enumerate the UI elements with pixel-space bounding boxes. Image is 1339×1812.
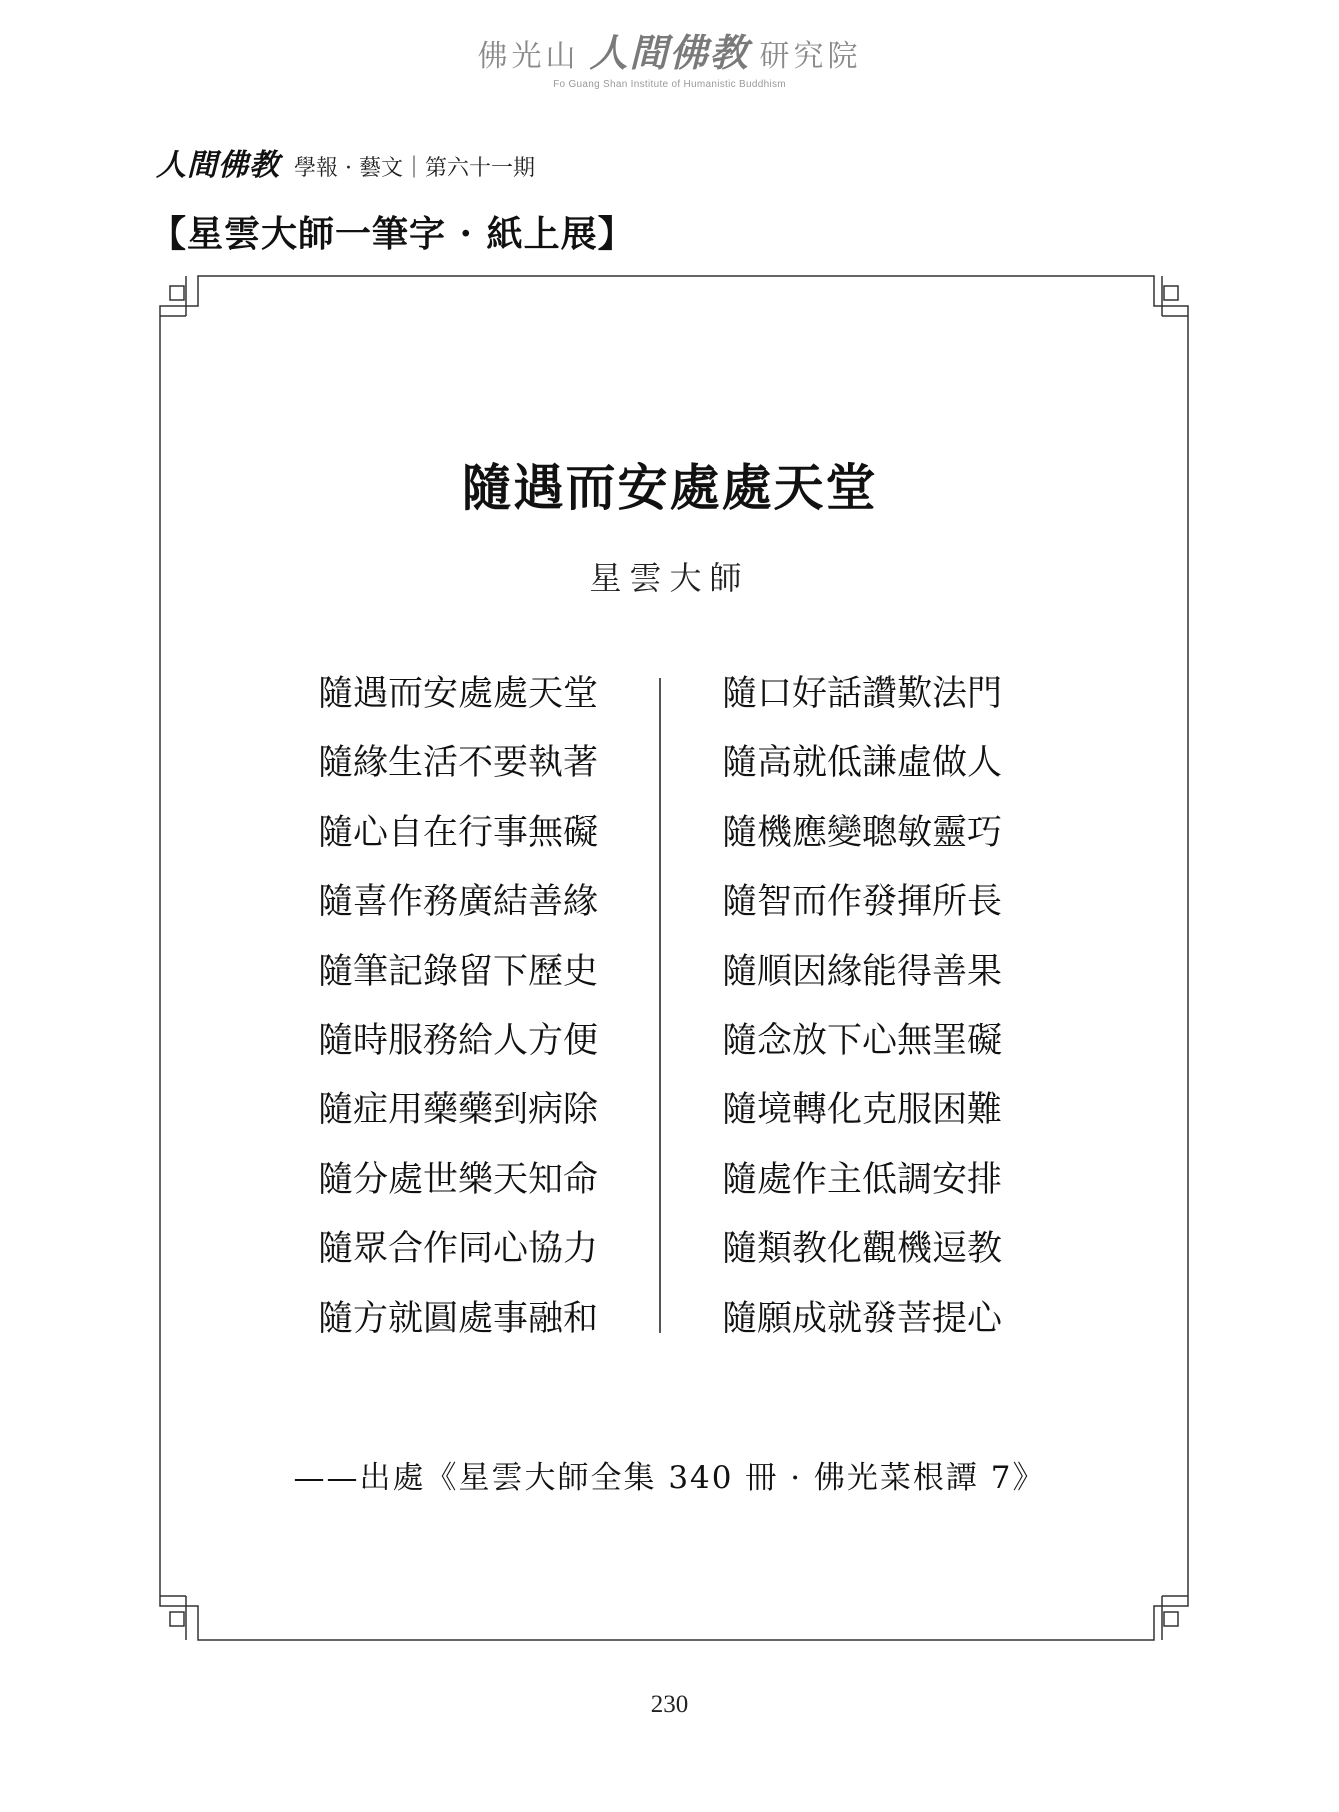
poem-line: 隨遇而安處處天堂 <box>318 674 599 714</box>
journal-details: 學報 · 藝文｜第六十一期 <box>294 156 535 181</box>
poem-line: 隨口好話讚歎法門 <box>722 674 1003 714</box>
poem-line: 隨高就低謙虛做人 <box>722 743 1003 784</box>
poem-right-column <box>722 668 1022 1362</box>
poem-line: 隨智而作發揮所長 <box>722 882 1003 923</box>
journal-brand-logo: 人間佛教 <box>156 148 280 183</box>
source-citation: ——出處《星雲大師全集 340 冊 · 佛光菜根譚 7》 <box>293 1460 1046 1496</box>
poem-line: 隨心自在行事無礙 <box>318 812 599 853</box>
poem-line: 隨順因緣能得善果 <box>722 951 1003 992</box>
poem-line: 隨筆記錄留下歷史 <box>318 951 599 992</box>
column-divider <box>659 678 661 1333</box>
institute-title <box>477 22 861 77</box>
journal-line <box>156 140 535 184</box>
poem-line: 隨願成就發菩提心 <box>722 1298 1003 1339</box>
institute-prefix: 佛光山 <box>477 39 580 74</box>
poem-line: 隨機應變聰敏靈巧 <box>722 812 1003 853</box>
institute-suffix: 研究院 <box>759 39 862 74</box>
poem-line: 隨境轉化克服困難 <box>722 1090 1003 1131</box>
institute-brand-logo: 人間佛教 <box>589 30 750 75</box>
institute-header <box>0 22 1339 90</box>
poem-left-column <box>318 668 618 1362</box>
poem-author: 星雲大師 <box>589 559 750 597</box>
poem-line: 隨喜作務廣結善緣 <box>318 882 599 923</box>
section-title: 【星雲大師一筆字 · 紙上展】 <box>150 213 635 255</box>
poem-line: 隨分處世樂天知命 <box>318 1159 599 1200</box>
poem-line: 隨處作主低調安排 <box>722 1159 1003 1200</box>
poem-line: 隨眾合作同心協力 <box>318 1229 599 1270</box>
poem-line: 隨症用藥藥到病除 <box>318 1090 599 1131</box>
poem-line: 隨類教化觀機逗教 <box>722 1229 1003 1270</box>
poem-line: 隨緣生活不要執著 <box>318 743 599 784</box>
page-number: 230 <box>650 1691 689 1718</box>
poem-line: 隨念放下心無罣礙 <box>722 1020 1003 1061</box>
poem-line: 隨時服務給人方便 <box>318 1020 599 1061</box>
poem-title: 隨遇而安處處天堂 <box>461 458 878 517</box>
institute-english-name: Fo Guang Shan Institute of Humanistic Buddhism <box>553 79 786 90</box>
poem-line: 隨方就圓處事融和 <box>318 1298 599 1339</box>
